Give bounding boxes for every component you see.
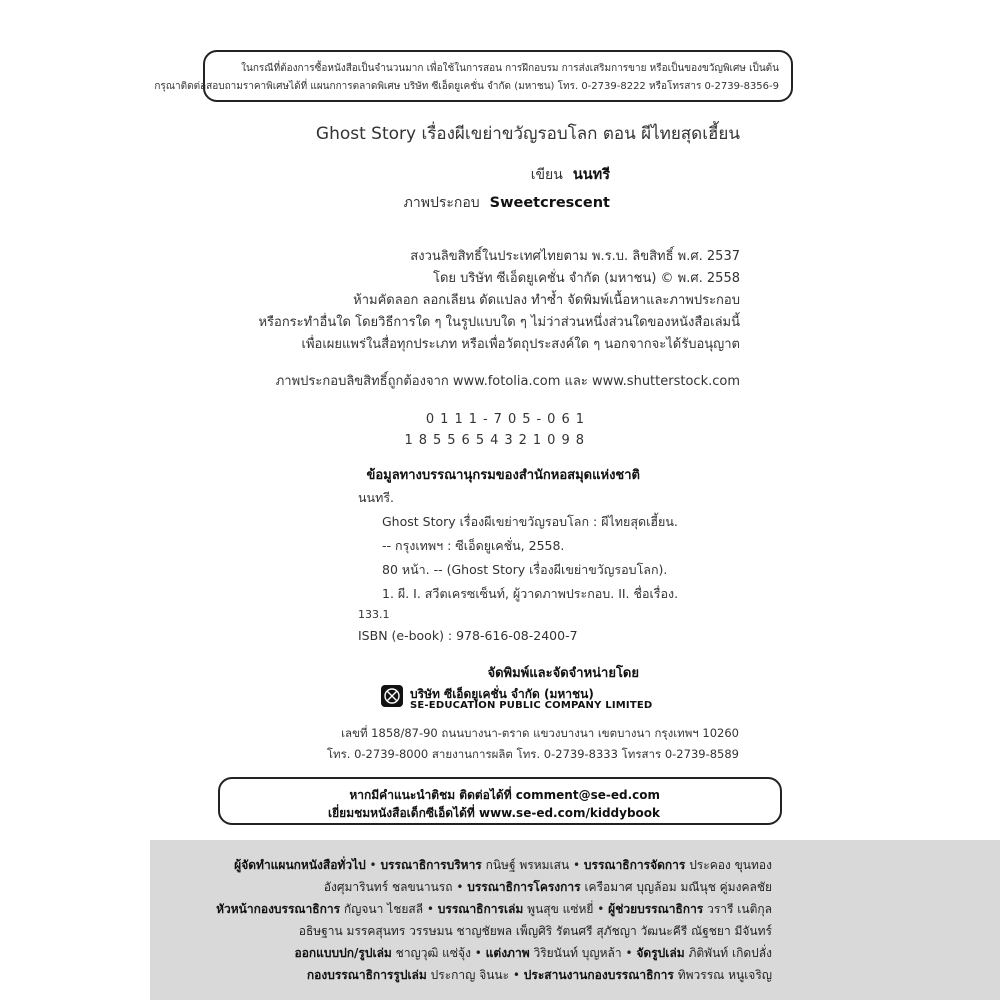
staff-role: ผู้ช่วยบรรณาธิการ <box>608 902 704 916</box>
publisher-name-thai: บริษัท ซีเอ็ดยูเคชั่น จำกัด (มหาชน) <box>410 687 594 701</box>
staff-row: กองบรรณาธิการรูปเล่ม ประกาญ จินนะ • ประสานงานกองบรรณาธิการ ทิพวรรณ หนูเจริญ <box>306 968 772 982</box>
staff-name: ประคอง ขุนทอง <box>689 858 772 872</box>
catalog-author: นนทรี. <box>358 490 395 505</box>
catalog-pages-line: 80 หน้า. -- (Ghost Story เรื่องผีเขย่าขวัญรอบโลก). <box>382 562 668 577</box>
publisher-address: เลขที่ 1858/87-90 ถนนบางนา-ตราด แขวงบางนา เขตบางนา กรุงเทพฯ 10260 <box>341 726 739 740</box>
staff-role: บรรณาธิการโครงการ <box>467 880 581 894</box>
code-line: 0111-705-061 <box>425 412 590 427</box>
staff-role: บรรณาธิการจัดการ <box>583 858 686 872</box>
publisher-name-english: SE-EDUCATION PUBLIC COMPANY LIMITED <box>410 700 653 711</box>
catalog-publisher-line: -- กรุงเทพฯ : ซีเอ็ดยูเคชั่น, 2558. <box>382 538 565 553</box>
staff-role: แต่งภาพ <box>485 946 530 960</box>
staff-name: อธิษฐาน มรรคสุนทร วรรษมน ชาญชัยพล เพ็ญศิริ รัตนศรี สุภัชญา วัฒนะคีรี ณัฐชยา มีจันทร์ <box>298 924 772 938</box>
publisher-heading: จัดพิมพ์และจัดจำหน่ายโดย <box>487 666 639 681</box>
staff-name: พูนสุข แซ่หยี่ <box>527 902 594 916</box>
illustrator-label: ภาพประกอบ <box>403 195 480 211</box>
author-credit <box>200 163 610 186</box>
notice-line-2: กรุณาติดต่อสอบถามราคาพิเศษได้ที่ แผนกการตลาดพิเศษ บริษัท ซีเอ็ดยูเคชั่น จำกัด (มหาชน) โทร. 0-2739-8222 หรือโทรสาร 0-2739-8356-9 <box>154 81 779 92</box>
copyright-line: โดย บริษัท ซีเอ็ดยูเคชั่น จำกัด (มหาชน) © พ.ศ. 2558 <box>432 271 740 286</box>
image-credit-line: ภาพประกอบลิขสิทธิ์ถูกต้องจาก www.fotolia.com และ www.shutterstock.com <box>275 374 740 389</box>
publisher-logo-icon <box>381 685 403 707</box>
feedback-email-line: หากมีคำแนะนำติชม ติดต่อได้ที่ comment@se-ed.com <box>349 788 660 802</box>
staff-name: วรารี เนติกุล <box>707 902 772 916</box>
staff-name: กัญจนา ไชยสลี <box>343 902 424 916</box>
copyright-line: เพื่อเผยแพร่ในสื่อทุกประเภท หรือเพื่อวัตถุประสงค์ใด ๆ นอกจากจะได้รับอนุญาต <box>301 337 740 352</box>
staff-name: ทิพวรรณ หนูเจริญ <box>677 968 772 982</box>
barcode-number: 1855654321098 <box>404 433 590 448</box>
staff-role: บรรณาธิการบริหาร <box>380 858 482 872</box>
notice-line-1: ในกรณีที่ต้องการซื้อหนังสือเป็นจำนวนมาก เพื่อใช้ในการสอน การฝึกอบรม การส่งเสริมการขาย หรือเป็นของขวัญพิเศษ เป็นต้น <box>241 63 779 74</box>
staff-name: เครือมาศ บุญล้อม มณีนุช คู่มงคลชัย <box>584 880 772 894</box>
staff-row: ผู้จัดทำแผนกหนังสือทั่วไป • บรรณาธิการบริหาร กนิษฐ์ พรหมเสน • บรรณาธิการจัดการ ประคอง ขุนทอง <box>234 858 772 872</box>
kiddybook-website-line: เยี่ยมชมหนังสือเด็กซีเอ็ดได้ที่ www.se-ed.com/kiddybook <box>328 806 660 820</box>
staff-name: ประกาญ จินนะ <box>430 968 510 982</box>
staff-name: วิริยนันท์ บุญหล้า <box>533 946 622 960</box>
staff-name: ชาญวุฒิ แซ่จุ้ง <box>395 946 471 960</box>
publisher-phones: โทร. 0-2739-8000 สายงานการผลิต โทร. 0-2739-8333 โทรสาร 0-2739-8589 <box>326 747 739 761</box>
staff-credits-panel <box>150 840 1000 1000</box>
catalog-class-number: 133.1 <box>358 608 390 621</box>
staff-role: จัดรูปเล่ม <box>636 946 685 960</box>
feedback-contact-box <box>218 777 782 825</box>
staff-row: หัวหน้ากองบรรณาธิการ กัญจนา ไชยสลี • บรรณาธิการเล่ม พูนสุข แซ่หยี่ • ผู้ช่วยบรรณาธิการ วรารี เนติกุล <box>216 902 772 916</box>
staff-role: ผู้จัดทำแผนกหนังสือทั่วไป <box>234 858 366 872</box>
staff-name: กนิษฐ์ พรหมเสน <box>485 858 570 872</box>
author-name: นนทรี <box>572 167 610 183</box>
staff-row <box>299 922 772 941</box>
staff-name: อังศุมารินทร์ ชลขนานรถ <box>323 880 453 894</box>
special-order-notice-box <box>154 50 793 102</box>
illustrator-credit <box>200 192 610 214</box>
catalog-heading: ข้อมูลทางบรรณานุกรมของสำนักหอสมุดแห่งชาติ <box>366 468 640 483</box>
staff-role: ออกแบบปก/รูปเล่ม <box>294 946 392 960</box>
book-title: Ghost Story เรื่องผีเขย่าขวัญรอบโลก ตอน ผีไทยสุดเฮี้ยน <box>315 124 740 144</box>
staff-row: ออกแบบปก/รูปเล่ม ชาญวุฒิ แซ่จุ้ง • แต่งภาพ วิริยนันท์ บุญหล้า • จัดรูปเล่ม ภิติพันท์ เกิดปลั่ง <box>294 946 772 960</box>
staff-role: ประสานงานกองบรรณาธิการ <box>523 968 674 982</box>
staff-row: อังศุมารินทร์ ชลขนานรถ • บรรณาธิการโครงการ เครือมาศ บุญล้อม มณีนุช คู่มงคลชัย <box>323 880 772 894</box>
illustrator-name: Sweetcrescent <box>489 195 610 211</box>
copyright-line: สงวนลิขสิทธิ์ในประเทศไทยตาม พ.ร.บ. ลิขสิทธิ์ พ.ศ. 2537 <box>410 249 740 264</box>
author-label: เขียน <box>530 167 563 183</box>
staff-name: ภิติพันท์ เกิดปลั่ง <box>688 946 772 960</box>
copyright-line: หรือกระทำอื่นใด โดยวิธีการใด ๆ ในรูปแบบใด ๆ ไม่ว่าส่วนหนึ่งส่วนใดของหนังสือเล่มนี้ <box>258 315 740 330</box>
catalog-title-line: Ghost Story เรื่องผีเขย่าขวัญรอบโลก : ผีไทยสุดเฮี้ยน. <box>382 514 678 529</box>
staff-role: บรรณาธิการเล่ม <box>437 902 524 916</box>
copyright-line: ห้ามคัดลอก ลอกเลียน ดัดแปลง ทำซ้ำ จัดพิมพ์เนื้อหาและภาพประกอบ <box>353 293 740 308</box>
catalog-subject-line: 1. ผี. I. สวีตเครซเซ็นท์, ผู้วาดภาพประกอบ. II. ชื่อเรื่อง. <box>382 586 679 601</box>
catalog-isbn: ISBN (e-book) : 978-616-08-2400-7 <box>358 628 578 643</box>
staff-role: หัวหน้ากองบรรณาธิการ <box>216 902 341 916</box>
staff-role: กองบรรณาธิการรูปเล่ม <box>306 968 427 982</box>
